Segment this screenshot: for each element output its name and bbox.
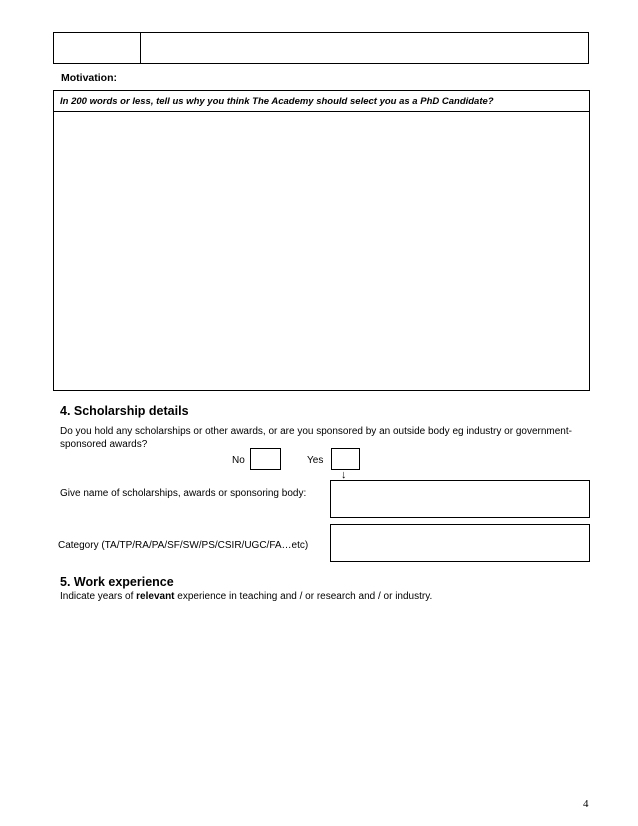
no-label: No <box>232 455 245 466</box>
work-line-prefix: Indicate years of <box>60 591 137 602</box>
motivation-answer-field[interactable] <box>54 112 589 390</box>
page-number: 4 <box>583 798 589 810</box>
work-experience-instruction <box>60 591 432 602</box>
top-table-row <box>53 32 589 64</box>
work-line-emphasis: relevant <box>136 591 175 602</box>
table-cell-divider <box>140 33 141 63</box>
scholarship-question: Do you hold any scholarships or other awards, or are you sponsored by an outside body eg industry or government-sponsored awards? <box>60 426 572 450</box>
motivation-header <box>54 91 589 112</box>
category-field[interactable] <box>330 524 590 562</box>
yes-label: Yes <box>307 455 324 466</box>
motivation-label: Motivation: <box>61 72 117 84</box>
sponsoring-body-field[interactable] <box>330 480 590 518</box>
motivation-prompt: In 200 words or less, tell us why you think The Academy should select you as a PhD Candidate? <box>60 96 494 107</box>
yes-checkbox[interactable] <box>331 448 360 470</box>
scholarship-heading: 4. Scholarship details <box>60 404 189 418</box>
work-line-suffix: experience in teaching and / or research and / or industry. <box>174 591 433 602</box>
work-experience-heading: 5. Work experience <box>60 575 174 589</box>
motivation-box <box>53 90 590 391</box>
category-label: Category (TA/TP/RA/PA/SF/SW/PS/CSIR/UGC/FA…etc) <box>58 540 309 551</box>
arrow-down-icon: ↓ <box>341 469 347 481</box>
sponsoring-body-label: Give name of scholarships, awards or sponsoring body: <box>60 488 307 499</box>
no-checkbox[interactable] <box>250 448 281 470</box>
